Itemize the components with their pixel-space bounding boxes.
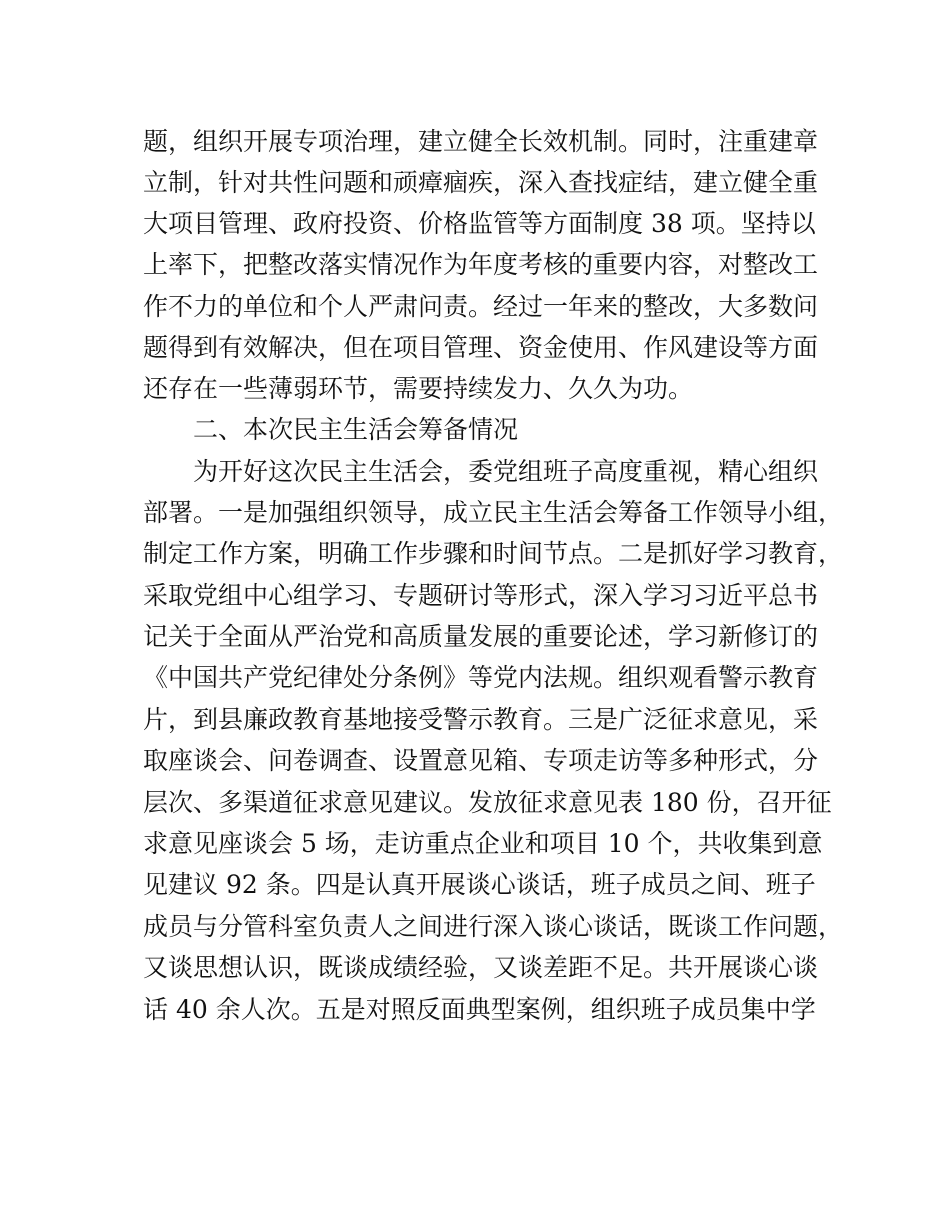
- text-line: 制定工作方案，明确工作步骤和时间节点。二是抓好学习教育，: [143, 539, 844, 568]
- text-line: 大项目管理、政府投资、价格监管等方面制度 38 项。坚持以: [143, 209, 816, 238]
- text-line: 上率下，把整改落实情况作为年度考核的重要内容，对整改工: [143, 250, 819, 279]
- section-heading: 二、本次民主生活会筹备情况: [193, 415, 519, 444]
- text-line: 采取党组中心组学习、专题研讨等形式，深入学习习近平总书: [143, 581, 819, 610]
- text-line: 成员与分管科室负责人之间进行深入谈心谈话，既谈工作问题，: [143, 912, 844, 941]
- text-line: 《中国共产党纪律处分条例》等党内法规。组织观看警示教育: [143, 663, 819, 692]
- text-line: 片，到县廉政教育基地接受警示教育。三是广泛征求意见，采: [143, 705, 819, 734]
- text-line: 部署。一是加强组织领导，成立民主生活会筹备工作领导小组，: [143, 498, 844, 527]
- text-line: 题，组织开展专项治理，建立健全长效机制。同时，注重建章: [143, 127, 819, 156]
- text-line: 题得到有效解决，但在项目管理、资金使用、作风建设等方面: [143, 333, 819, 362]
- text-line: 见建议 92 条。四是认真开展谈心谈话，班子成员之间、班子: [143, 870, 816, 899]
- text-line: 取座谈会、问卷调查、设置意见箱、专项走访等多种形式，分: [143, 746, 819, 775]
- text-line: 记关于全面从严治党和高质量发展的重要论述，学习新修订的: [143, 622, 819, 651]
- text-line: 立制，针对共性问题和顽瘴痼疾，深入查找症结，建立健全重: [143, 168, 819, 197]
- text-line: 求意见座谈会 5 场，走访重点企业和项目 10 个，共收集到意: [143, 829, 823, 858]
- text-line: 作不力的单位和个人严肃问责。经过一年来的整改，大多数问: [143, 292, 819, 321]
- text-line: 层次、多渠道征求意见建议。发放征求意见表 180 份，召开征: [143, 788, 832, 817]
- text-line: 还存在一些薄弱环节，需要持续发力、久久为功。: [143, 374, 694, 403]
- text-line: 为开好这次民主生活会，委党组班子高度重视，精心组织: [193, 457, 819, 486]
- text-line: 又谈思想认识，既谈成绩经验，又谈差距不足。共开展谈心谈: [143, 953, 819, 982]
- text-line: 话 40 余人次。五是对照反面典型案例，组织班子成员集中学: [143, 995, 816, 1024]
